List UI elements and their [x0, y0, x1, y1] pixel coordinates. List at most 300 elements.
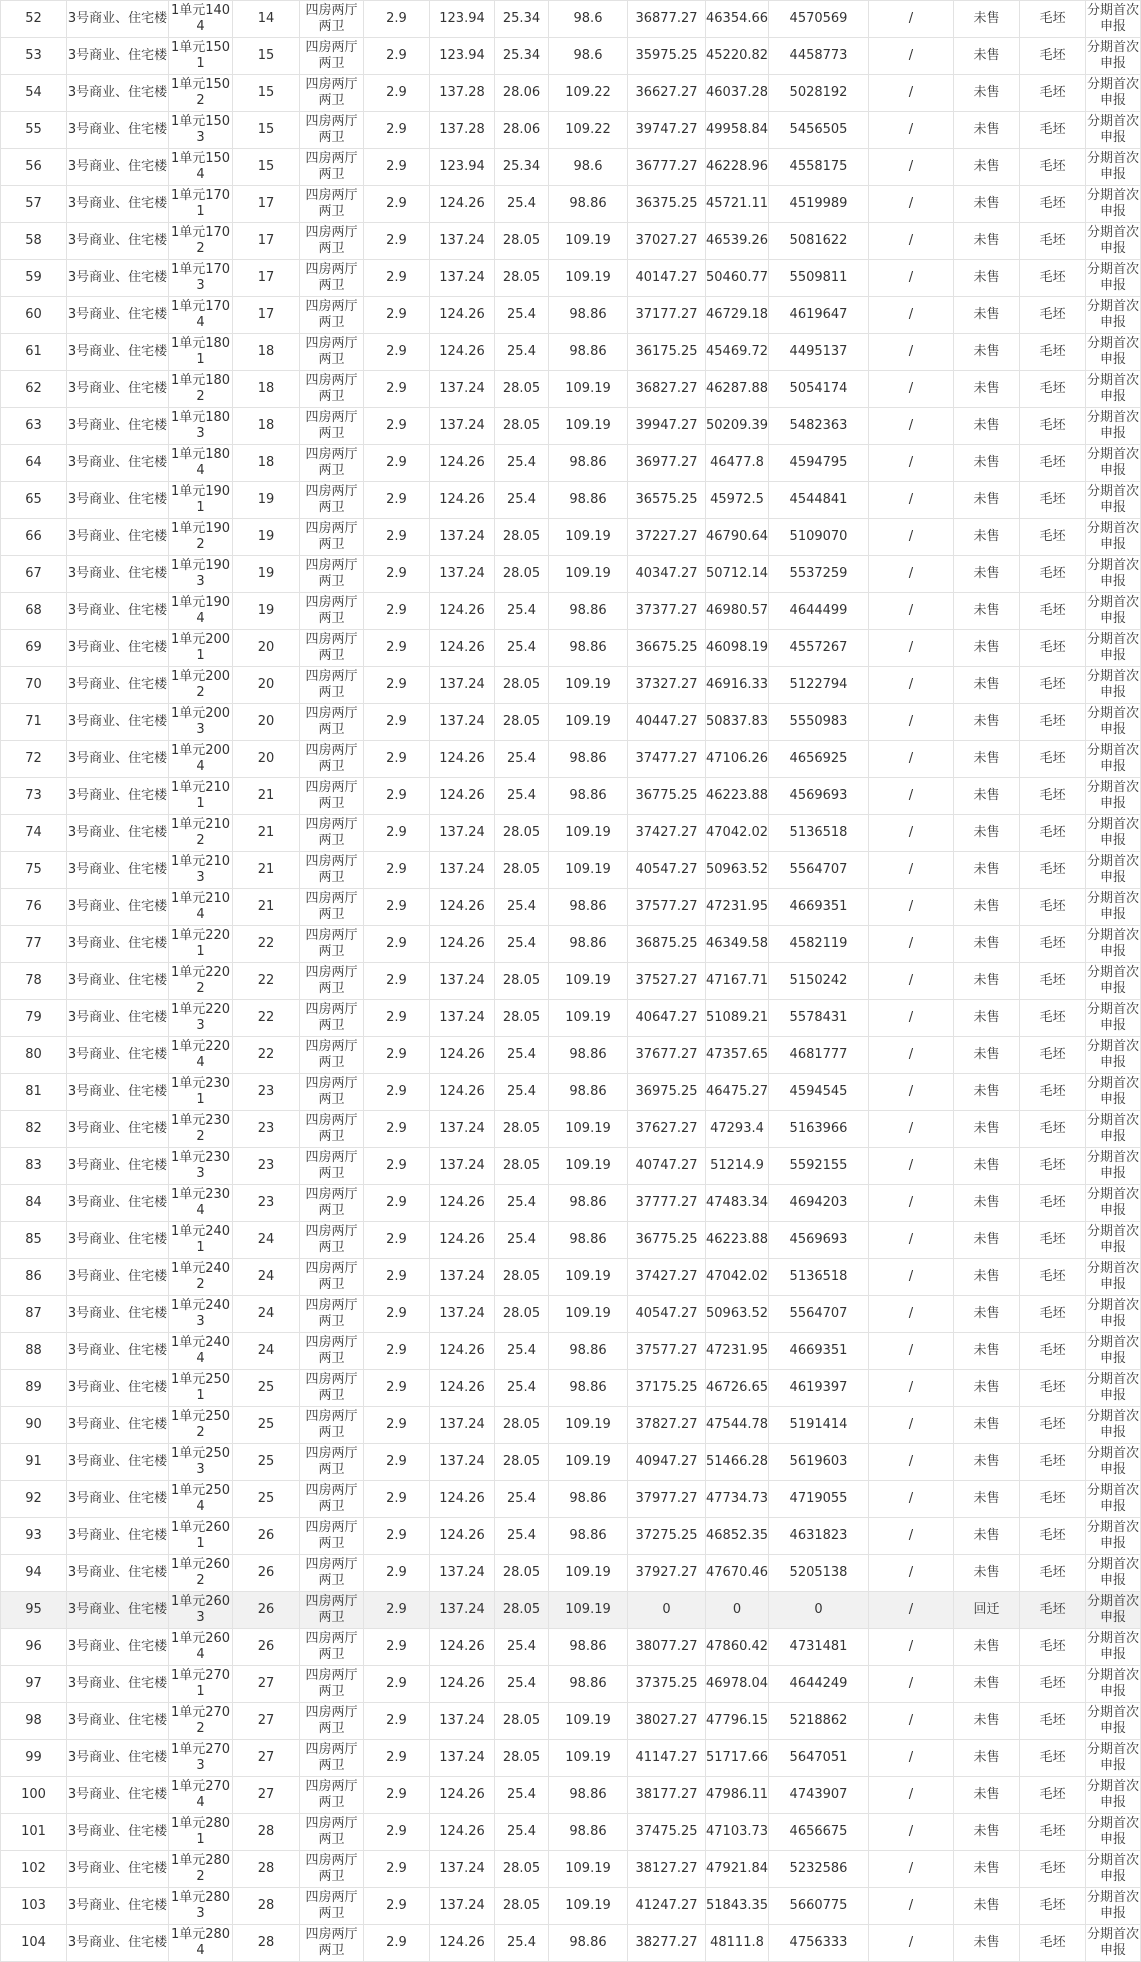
decoration-cell: 毛坯	[1020, 1703, 1086, 1740]
unit-price-gross-cell: 36975.25	[628, 1074, 706, 1111]
unit-room-cell: 1单元2701	[169, 1666, 233, 1703]
building-cell: 3号商业、住宅楼	[67, 223, 169, 260]
table-row	[1, 667, 1141, 704]
shared-area-cell: 28.05	[495, 408, 549, 445]
row-index-cell: 53	[1, 38, 67, 75]
table-row	[1, 1222, 1141, 1259]
sale-status-cell: 未售	[954, 1296, 1020, 1333]
unit-room-cell: 1单元2003	[169, 704, 233, 741]
decoration-cell: 毛坯	[1020, 963, 1086, 1000]
layout-cell: 四房两厅两卫	[300, 1777, 364, 1814]
total-price-cell: 5537259	[769, 556, 869, 593]
layout-cell: 四房两厅两卫	[300, 778, 364, 815]
floor-cell: 25	[233, 1481, 300, 1518]
total-price-cell: 4557267	[769, 630, 869, 667]
declaration-type-cell: 分期首次申报	[1086, 1074, 1141, 1111]
table-row	[1, 1407, 1141, 1444]
unit-price-net-cell: 47544.78	[706, 1407, 769, 1444]
layout-cell: 四房两厅两卫	[300, 334, 364, 371]
shared-area-cell: 25.4	[495, 1666, 549, 1703]
unit-price-gross-cell: 37027.27	[628, 223, 706, 260]
layout-cell: 四房两厅两卫	[300, 1296, 364, 1333]
shared-area-cell: 25.4	[495, 1185, 549, 1222]
floor-height-cell: 2.9	[364, 704, 430, 741]
remark-cell: /	[869, 1370, 954, 1407]
row-index-cell: 97	[1, 1666, 67, 1703]
table-row	[1, 1814, 1141, 1851]
table-row	[1, 38, 1141, 75]
building-cell: 3号商业、住宅楼	[67, 1111, 169, 1148]
total-price-cell: 5136518	[769, 815, 869, 852]
floor-height-cell: 2.9	[364, 1814, 430, 1851]
floor-cell: 21	[233, 815, 300, 852]
sale-status-cell: 未售	[954, 741, 1020, 778]
floor-cell: 24	[233, 1222, 300, 1259]
row-index-cell: 79	[1, 1000, 67, 1037]
unit-price-gross-cell: 36175.25	[628, 334, 706, 371]
shared-area-cell: 28.06	[495, 75, 549, 112]
shared-area-cell: 25.34	[495, 38, 549, 75]
unit-price-gross-cell: 36875.25	[628, 926, 706, 963]
declaration-type-cell: 分期首次申报	[1086, 704, 1141, 741]
remark-cell: /	[869, 1851, 954, 1888]
unit-price-gross-cell: 37475.25	[628, 1814, 706, 1851]
declaration-type-cell: 分期首次申报	[1086, 408, 1141, 445]
gross-area-cell: 124.26	[430, 1037, 495, 1074]
net-area-cell: 109.22	[549, 112, 628, 149]
table-row	[1, 741, 1141, 778]
building-cell: 3号商业、住宅楼	[67, 75, 169, 112]
total-price-cell: 4669351	[769, 1333, 869, 1370]
net-area-cell: 98.86	[549, 1814, 628, 1851]
net-area-cell: 109.19	[549, 1592, 628, 1629]
gross-area-cell: 124.26	[430, 186, 495, 223]
decoration-cell: 毛坯	[1020, 1222, 1086, 1259]
shared-area-cell: 28.05	[495, 1555, 549, 1592]
gross-area-cell: 123.94	[430, 38, 495, 75]
gross-area-cell: 137.24	[430, 371, 495, 408]
floor-cell: 21	[233, 889, 300, 926]
declaration-type-cell: 分期首次申报	[1086, 1851, 1141, 1888]
floor-cell: 15	[233, 112, 300, 149]
layout-cell: 四房两厅两卫	[300, 1925, 364, 1962]
layout-cell: 四房两厅两卫	[300, 1111, 364, 1148]
sale-status-cell: 未售	[954, 1814, 1020, 1851]
row-index-cell: 95	[1, 1592, 67, 1629]
sale-status-cell: 未售	[954, 630, 1020, 667]
remark-cell: /	[869, 630, 954, 667]
unit-price-gross-cell: 37177.27	[628, 297, 706, 334]
floor-height-cell: 2.9	[364, 38, 430, 75]
unit-price-net-cell: 46477.8	[706, 445, 769, 482]
decoration-cell: 毛坯	[1020, 371, 1086, 408]
shared-area-cell: 25.4	[495, 482, 549, 519]
net-area-cell: 109.19	[549, 556, 628, 593]
net-area-cell: 109.19	[549, 260, 628, 297]
floor-height-cell: 2.9	[364, 1296, 430, 1333]
table-row	[1, 1481, 1141, 1518]
floor-height-cell: 2.9	[364, 852, 430, 889]
net-area-cell: 109.19	[549, 371, 628, 408]
table-row	[1, 1259, 1141, 1296]
net-area-cell: 98.86	[549, 1222, 628, 1259]
unit-price-gross-cell: 40547.27	[628, 852, 706, 889]
declaration-type-cell: 分期首次申报	[1086, 1333, 1141, 1370]
net-area-cell: 109.19	[549, 667, 628, 704]
unit-price-net-cell: 46978.04	[706, 1666, 769, 1703]
gross-area-cell: 137.28	[430, 75, 495, 112]
floor-cell: 17	[233, 297, 300, 334]
net-area-cell: 98.86	[549, 1777, 628, 1814]
floor-height-cell: 2.9	[364, 482, 430, 519]
total-price-cell: 5218862	[769, 1703, 869, 1740]
row-index-cell: 60	[1, 297, 67, 334]
layout-cell: 四房两厅两卫	[300, 186, 364, 223]
declaration-type-cell: 分期首次申报	[1086, 1703, 1141, 1740]
unit-room-cell: 1单元2104	[169, 889, 233, 926]
shared-area-cell: 28.05	[495, 667, 549, 704]
unit-price-net-cell: 50963.52	[706, 1296, 769, 1333]
sale-status-cell: 未售	[954, 519, 1020, 556]
unit-price-gross-cell: 36627.27	[628, 75, 706, 112]
decoration-cell: 毛坯	[1020, 926, 1086, 963]
net-area-cell: 109.19	[549, 1444, 628, 1481]
remark-cell: /	[869, 1, 954, 38]
declaration-type-cell: 分期首次申报	[1086, 630, 1141, 667]
row-index-cell: 71	[1, 704, 67, 741]
sale-status-cell: 未售	[954, 667, 1020, 704]
total-price-cell: 5150242	[769, 963, 869, 1000]
row-index-cell: 104	[1, 1925, 67, 1962]
row-index-cell: 66	[1, 519, 67, 556]
floor-cell: 27	[233, 1777, 300, 1814]
floor-height-cell: 2.9	[364, 1259, 430, 1296]
building-cell: 3号商业、住宅楼	[67, 371, 169, 408]
layout-cell: 四房两厅两卫	[300, 630, 364, 667]
declaration-type-cell: 分期首次申报	[1086, 445, 1141, 482]
unit-price-net-cell: 46790.64	[706, 519, 769, 556]
decoration-cell: 毛坯	[1020, 1259, 1086, 1296]
remark-cell: /	[869, 1148, 954, 1185]
building-cell: 3号商业、住宅楼	[67, 1, 169, 38]
shared-area-cell: 25.4	[495, 186, 549, 223]
layout-cell: 四房两厅两卫	[300, 593, 364, 630]
total-price-cell: 5109070	[769, 519, 869, 556]
layout-cell: 四房两厅两卫	[300, 1481, 364, 1518]
declaration-type-cell: 分期首次申报	[1086, 1555, 1141, 1592]
floor-height-cell: 2.9	[364, 1, 430, 38]
unit-price-gross-cell: 38027.27	[628, 1703, 706, 1740]
decoration-cell: 毛坯	[1020, 149, 1086, 186]
net-area-cell: 109.19	[549, 1703, 628, 1740]
row-index-cell: 92	[1, 1481, 67, 1518]
table-row	[1, 149, 1141, 186]
total-price-cell: 4669351	[769, 889, 869, 926]
net-area-cell: 98.86	[549, 1333, 628, 1370]
floor-cell: 27	[233, 1740, 300, 1777]
decoration-cell: 毛坯	[1020, 815, 1086, 852]
declaration-type-cell: 分期首次申报	[1086, 1888, 1141, 1925]
net-area-cell: 109.19	[549, 1407, 628, 1444]
row-index-cell: 78	[1, 963, 67, 1000]
unit-price-net-cell: 47042.02	[706, 1259, 769, 1296]
row-index-cell: 67	[1, 556, 67, 593]
net-area-cell: 109.22	[549, 75, 628, 112]
building-cell: 3号商业、住宅楼	[67, 260, 169, 297]
floor-cell: 15	[233, 75, 300, 112]
row-index-cell: 55	[1, 112, 67, 149]
net-area-cell: 98.86	[549, 593, 628, 630]
sale-status-cell: 未售	[954, 1037, 1020, 1074]
building-cell: 3号商业、住宅楼	[67, 1481, 169, 1518]
net-area-cell: 109.19	[549, 1000, 628, 1037]
building-cell: 3号商业、住宅楼	[67, 1888, 169, 1925]
net-area-cell: 98.86	[549, 186, 628, 223]
table-row	[1, 1703, 1141, 1740]
decoration-cell: 毛坯	[1020, 1629, 1086, 1666]
unit-price-net-cell: 47103.73	[706, 1814, 769, 1851]
gross-area-cell: 137.24	[430, 1703, 495, 1740]
sale-status-cell: 未售	[954, 593, 1020, 630]
unit-room-cell: 1单元2401	[169, 1222, 233, 1259]
table-row	[1, 519, 1141, 556]
unit-price-net-cell: 51089.21	[706, 1000, 769, 1037]
gross-area-cell: 124.26	[430, 1370, 495, 1407]
floor-cell: 18	[233, 334, 300, 371]
floor-height-cell: 2.9	[364, 1555, 430, 1592]
shared-area-cell: 28.05	[495, 223, 549, 260]
unit-price-net-cell: 45972.5	[706, 482, 769, 519]
row-index-cell: 58	[1, 223, 67, 260]
total-price-cell: 4619647	[769, 297, 869, 334]
net-area-cell: 98.86	[549, 1629, 628, 1666]
unit-price-gross-cell: 37927.27	[628, 1555, 706, 1592]
row-index-cell: 82	[1, 1111, 67, 1148]
declaration-type-cell: 分期首次申报	[1086, 667, 1141, 704]
layout-cell: 四房两厅两卫	[300, 445, 364, 482]
decoration-cell: 毛坯	[1020, 1333, 1086, 1370]
unit-price-gross-cell: 37977.27	[628, 1481, 706, 1518]
remark-cell: /	[869, 112, 954, 149]
table-row	[1, 1777, 1141, 1814]
unit-price-gross-cell: 37427.27	[628, 1259, 706, 1296]
shared-area-cell: 25.4	[495, 778, 549, 815]
remark-cell: /	[869, 519, 954, 556]
table-row	[1, 1037, 1141, 1074]
unit-room-cell: 1单元2604	[169, 1629, 233, 1666]
unit-price-gross-cell: 37627.27	[628, 1111, 706, 1148]
shared-area-cell: 28.05	[495, 1740, 549, 1777]
decoration-cell: 毛坯	[1020, 1074, 1086, 1111]
remark-cell: /	[869, 1185, 954, 1222]
row-index-cell: 80	[1, 1037, 67, 1074]
unit-room-cell: 1单元2403	[169, 1296, 233, 1333]
table-row	[1, 778, 1141, 815]
net-area-cell: 98.6	[549, 149, 628, 186]
row-index-cell: 64	[1, 445, 67, 482]
layout-cell: 四房两厅两卫	[300, 889, 364, 926]
row-index-cell: 70	[1, 667, 67, 704]
floor-height-cell: 2.9	[364, 815, 430, 852]
floor-cell: 28	[233, 1814, 300, 1851]
net-area-cell: 109.19	[549, 519, 628, 556]
building-cell: 3号商业、住宅楼	[67, 630, 169, 667]
floor-height-cell: 2.9	[364, 519, 430, 556]
declaration-type-cell: 分期首次申报	[1086, 1518, 1141, 1555]
gross-area-cell: 137.28	[430, 112, 495, 149]
total-price-cell: 4458773	[769, 38, 869, 75]
unit-price-gross-cell: 37527.27	[628, 963, 706, 1000]
total-price-cell: 4743907	[769, 1777, 869, 1814]
building-cell: 3号商业、住宅楼	[67, 1333, 169, 1370]
unit-price-net-cell: 47670.46	[706, 1555, 769, 1592]
building-cell: 3号商业、住宅楼	[67, 667, 169, 704]
floor-height-cell: 2.9	[364, 593, 430, 630]
unit-price-gross-cell: 40947.27	[628, 1444, 706, 1481]
unit-price-gross-cell: 37327.27	[628, 667, 706, 704]
table-row	[1, 297, 1141, 334]
total-price-cell: 5564707	[769, 852, 869, 889]
shared-area-cell: 28.05	[495, 1296, 549, 1333]
floor-cell: 22	[233, 963, 300, 1000]
unit-price-net-cell: 46223.88	[706, 778, 769, 815]
floor-height-cell: 2.9	[364, 1111, 430, 1148]
total-price-cell: 4656675	[769, 1814, 869, 1851]
unit-room-cell: 1单元2303	[169, 1148, 233, 1185]
unit-price-net-cell: 46098.19	[706, 630, 769, 667]
row-index-cell: 94	[1, 1555, 67, 1592]
unit-price-net-cell: 45469.72	[706, 334, 769, 371]
sale-status-cell: 未售	[954, 1000, 1020, 1037]
total-price-cell: 5191414	[769, 1407, 869, 1444]
unit-room-cell: 1单元2204	[169, 1037, 233, 1074]
net-area-cell: 98.86	[549, 1185, 628, 1222]
shared-area-cell: 25.4	[495, 334, 549, 371]
layout-cell: 四房两厅两卫	[300, 963, 364, 1000]
unit-price-gross-cell: 37677.27	[628, 1037, 706, 1074]
total-price-cell: 4694203	[769, 1185, 869, 1222]
shared-area-cell: 28.05	[495, 1407, 549, 1444]
floor-cell: 23	[233, 1148, 300, 1185]
net-area-cell: 98.86	[549, 1481, 628, 1518]
total-price-cell: 4594795	[769, 445, 869, 482]
floor-height-cell: 2.9	[364, 1222, 430, 1259]
remark-cell: /	[869, 815, 954, 852]
building-cell: 3号商业、住宅楼	[67, 297, 169, 334]
total-price-cell: 4644499	[769, 593, 869, 630]
sale-status-cell: 未售	[954, 1925, 1020, 1962]
building-cell: 3号商业、住宅楼	[67, 1777, 169, 1814]
total-price-cell: 5647051	[769, 1740, 869, 1777]
floor-height-cell: 2.9	[364, 1444, 430, 1481]
unit-room-cell: 1单元1903	[169, 556, 233, 593]
gross-area-cell: 137.24	[430, 1000, 495, 1037]
gross-area-cell: 124.26	[430, 445, 495, 482]
layout-cell: 四房两厅两卫	[300, 1185, 364, 1222]
total-price-cell: 4544841	[769, 482, 869, 519]
gross-area-cell: 137.24	[430, 1296, 495, 1333]
shared-area-cell: 25.4	[495, 889, 549, 926]
row-index-cell: 84	[1, 1185, 67, 1222]
remark-cell: /	[869, 1333, 954, 1370]
shared-area-cell: 28.05	[495, 1888, 549, 1925]
building-cell: 3号商业、住宅楼	[67, 1740, 169, 1777]
unit-price-gross-cell: 37777.27	[628, 1185, 706, 1222]
shared-area-cell: 28.06	[495, 112, 549, 149]
declaration-type-cell: 分期首次申报	[1086, 963, 1141, 1000]
table-row	[1, 1518, 1141, 1555]
shared-area-cell: 25.34	[495, 1, 549, 38]
sale-status-cell: 未售	[954, 889, 1020, 926]
unit-room-cell: 1单元2301	[169, 1074, 233, 1111]
gross-area-cell: 123.94	[430, 149, 495, 186]
sale-status-cell: 未售	[954, 1, 1020, 38]
declaration-type-cell: 分期首次申报	[1086, 1296, 1141, 1333]
sale-status-cell: 未售	[954, 1370, 1020, 1407]
declaration-type-cell: 分期首次申报	[1086, 556, 1141, 593]
floor-cell: 27	[233, 1703, 300, 1740]
table-row	[1, 1666, 1141, 1703]
decoration-cell: 毛坯	[1020, 593, 1086, 630]
building-cell: 3号商业、住宅楼	[67, 1444, 169, 1481]
shared-area-cell: 25.4	[495, 593, 549, 630]
row-index-cell: 81	[1, 1074, 67, 1111]
total-price-cell: 4731481	[769, 1629, 869, 1666]
floor-cell: 19	[233, 482, 300, 519]
floor-cell: 22	[233, 1037, 300, 1074]
building-cell: 3号商业、住宅楼	[67, 1185, 169, 1222]
decoration-cell: 毛坯	[1020, 1925, 1086, 1962]
unit-price-net-cell: 50209.39	[706, 408, 769, 445]
unit-room-cell: 1单元2004	[169, 741, 233, 778]
unit-price-gross-cell: 37477.27	[628, 741, 706, 778]
remark-cell: /	[869, 1703, 954, 1740]
unit-room-cell: 1单元2002	[169, 667, 233, 704]
row-index-cell: 68	[1, 593, 67, 630]
total-price-cell: 0	[769, 1592, 869, 1629]
layout-cell: 四房两厅两卫	[300, 926, 364, 963]
layout-cell: 四房两厅两卫	[300, 297, 364, 334]
remark-cell: /	[869, 75, 954, 112]
shared-area-cell: 25.4	[495, 1925, 549, 1962]
gross-area-cell: 137.24	[430, 1851, 495, 1888]
unit-price-gross-cell: 36827.27	[628, 371, 706, 408]
unit-price-net-cell: 47483.34	[706, 1185, 769, 1222]
gross-area-cell: 124.26	[430, 1925, 495, 1962]
declaration-type-cell: 分期首次申报	[1086, 1148, 1141, 1185]
table-row	[1, 1888, 1141, 1925]
row-index-cell: 99	[1, 1740, 67, 1777]
decoration-cell: 毛坯	[1020, 741, 1086, 778]
remark-cell: /	[869, 556, 954, 593]
shared-area-cell: 25.4	[495, 1370, 549, 1407]
gross-area-cell: 124.26	[430, 741, 495, 778]
shared-area-cell: 25.4	[495, 1333, 549, 1370]
total-price-cell: 4631823	[769, 1518, 869, 1555]
gross-area-cell: 124.26	[430, 593, 495, 630]
net-area-cell: 98.86	[549, 1074, 628, 1111]
table-row	[1, 186, 1141, 223]
total-price-cell: 4519989	[769, 186, 869, 223]
declaration-type-cell: 分期首次申报	[1086, 1481, 1141, 1518]
unit-room-cell: 1单元2803	[169, 1888, 233, 1925]
decoration-cell: 毛坯	[1020, 889, 1086, 926]
sale-status-cell: 未售	[954, 223, 1020, 260]
gross-area-cell: 124.26	[430, 889, 495, 926]
building-cell: 3号商业、住宅楼	[67, 408, 169, 445]
decoration-cell: 毛坯	[1020, 1740, 1086, 1777]
decoration-cell: 毛坯	[1020, 186, 1086, 223]
